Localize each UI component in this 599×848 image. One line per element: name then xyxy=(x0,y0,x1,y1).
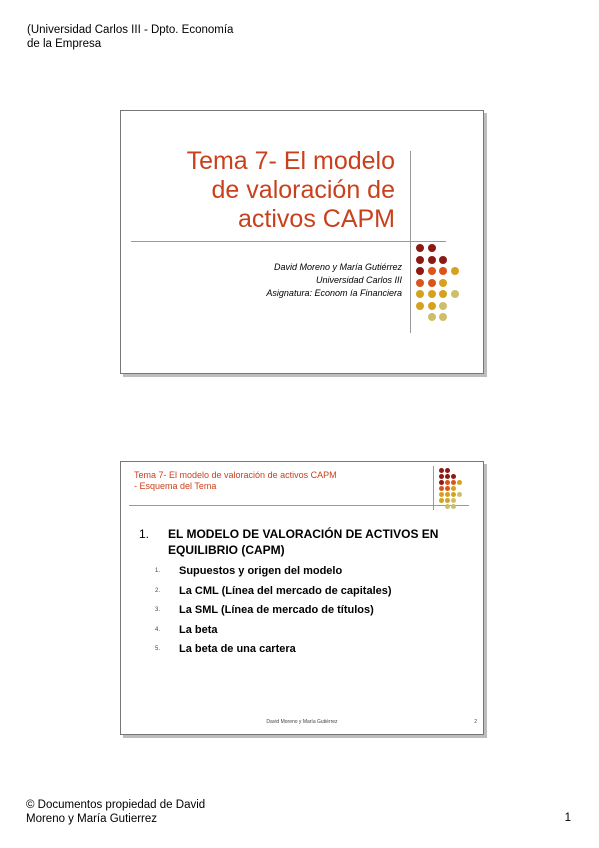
decorative-dot xyxy=(439,492,444,497)
sub-item-text: La SML (Línea de mercado de títulos) xyxy=(179,604,374,616)
subject: Asignatura: Econom ía Financiera xyxy=(266,288,402,298)
decorative-dot xyxy=(439,468,444,473)
slide-2 xyxy=(120,461,484,735)
university: Universidad Carlos III xyxy=(315,275,402,285)
authors: David Moreno y María Gutiérrez xyxy=(273,262,402,272)
decorative-dot xyxy=(451,480,456,485)
main-item-text: EL MODELO DE VALORACIÓN DE ACTIVOS EN EQUILIBRIO (CAPM) xyxy=(168,527,439,557)
decorative-dot xyxy=(439,486,444,491)
sub-item-text: La CML (Línea del mercado de capitales) xyxy=(179,585,392,597)
header-line-2: de la Empresa xyxy=(27,38,102,50)
decorative-dot xyxy=(416,290,424,298)
decorative-dot xyxy=(451,474,456,479)
decorative-dot xyxy=(451,290,459,298)
decorative-dot xyxy=(416,302,424,310)
slide-2-title-line-1: Tema 7- El modelo de valoración de activos CAPM xyxy=(134,470,337,480)
sub-item-number: 2. xyxy=(155,588,161,594)
decorative-dot xyxy=(445,480,450,485)
title-line-1: Tema 7- El modelo xyxy=(186,147,395,175)
decorative-dot xyxy=(445,486,450,491)
vertical-divider xyxy=(410,151,411,333)
sub-item-number: 4. xyxy=(155,627,161,633)
decorative-dot xyxy=(457,492,462,497)
decorative-dot xyxy=(428,290,436,298)
title-line-2: de valoración de xyxy=(211,176,395,204)
copyright-line-1: © Documentos propiedad de David xyxy=(26,799,206,811)
slide-1-title xyxy=(187,147,395,234)
title-line-3: activos CAPM xyxy=(238,205,395,233)
main-item-number: 1. xyxy=(139,527,150,541)
decorative-dot xyxy=(451,498,456,503)
decorative-dot xyxy=(428,244,436,252)
decorative-dot xyxy=(428,313,436,321)
sub-item-number: 5. xyxy=(155,646,161,652)
slide-page-number: 2 xyxy=(474,719,477,725)
decorative-dot xyxy=(451,267,459,275)
copyright-notice xyxy=(26,798,286,826)
decorative-dot xyxy=(416,256,424,264)
decorative-dot xyxy=(439,474,444,479)
decorative-dot xyxy=(439,302,447,310)
decorative-dot xyxy=(445,474,450,479)
sub-item-text: Supuestos y origen del modelo xyxy=(179,565,343,577)
slide-1 xyxy=(120,110,484,374)
decorative-dot xyxy=(439,256,447,264)
decorative-dot xyxy=(428,267,436,275)
decorative-dot xyxy=(451,504,456,509)
decorative-dot xyxy=(428,279,436,287)
slide-footer: David Moreno y María Gutiérrez xyxy=(266,719,338,725)
sub-item-text: La beta xyxy=(179,624,218,636)
slide-2-title xyxy=(134,470,394,492)
decorative-dot xyxy=(445,492,450,497)
decorative-dot xyxy=(445,504,450,509)
sub-item-number: 3. xyxy=(155,607,161,613)
decorative-dot xyxy=(445,468,450,473)
decorative-dot xyxy=(439,290,447,298)
copyright-line-2: Moreno y María Gutierrez xyxy=(26,813,158,825)
decorative-dot xyxy=(451,492,456,497)
decorative-dot xyxy=(451,486,456,491)
decorative-dot xyxy=(416,244,424,252)
sub-item-number: 1. xyxy=(155,568,161,574)
decorative-dot xyxy=(445,498,450,503)
decorative-dot xyxy=(428,256,436,264)
slide-1-credits xyxy=(266,261,402,300)
decorative-dot xyxy=(416,279,424,287)
decorative-dot xyxy=(457,480,462,485)
decorative-dot xyxy=(439,267,447,275)
decorative-dot xyxy=(416,267,424,275)
decorative-dot xyxy=(439,498,444,503)
decorative-dot xyxy=(439,313,447,321)
document-header xyxy=(27,23,287,51)
vertical-divider xyxy=(433,466,434,510)
decorative-dot xyxy=(439,279,447,287)
slide-2-title-line-2: - Esquema del Tema xyxy=(134,481,217,491)
decorative-dot xyxy=(428,302,436,310)
header-line-1: (Universidad Carlos III - Dpto. Economía xyxy=(27,24,234,36)
page-number: 1 xyxy=(564,812,571,824)
sub-item-text: La beta de una cartera xyxy=(179,643,296,655)
horizontal-divider xyxy=(131,241,446,242)
horizontal-divider xyxy=(129,505,469,506)
decorative-dot xyxy=(439,480,444,485)
